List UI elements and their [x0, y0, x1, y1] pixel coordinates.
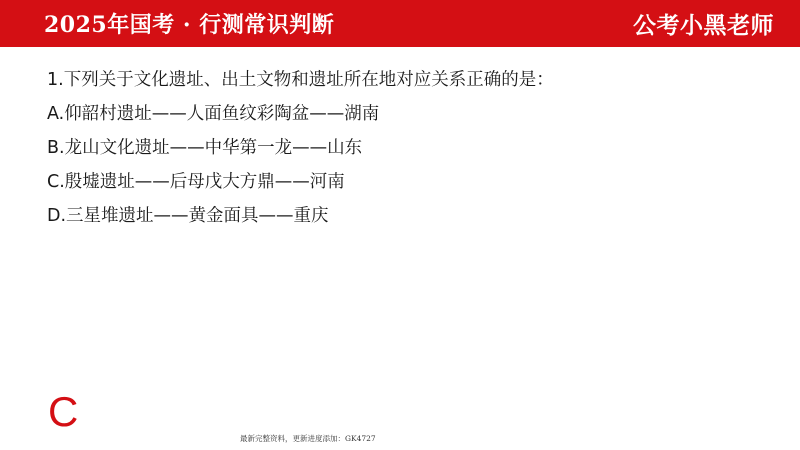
- option-c: C.殷墟遗址——后母戊大方鼎——河南: [47, 172, 345, 192]
- answer-letter: C: [48, 388, 79, 435]
- option-d: D.三星堆遗址——黄金面具——重庆: [47, 206, 329, 226]
- footer-note: 最新完整资料，更新进度添加：GK4727: [240, 434, 376, 443]
- option-b: B.龙山文化遗址——中华第一龙——山东: [47, 138, 363, 158]
- question-block: [47, 63, 767, 233]
- option-a: A.仰韶村遗址——人面鱼纹彩陶盆——湖南: [47, 104, 380, 124]
- header-title: 2025年国考 · 行测常识判断: [44, 12, 335, 38]
- header-author: 公考小黑老师: [633, 12, 774, 39]
- question-stem: 1.下列关于文化遗址、出土文物和遗址所在地对应关系正确的是：: [47, 70, 554, 90]
- header-banner: [0, 0, 800, 47]
